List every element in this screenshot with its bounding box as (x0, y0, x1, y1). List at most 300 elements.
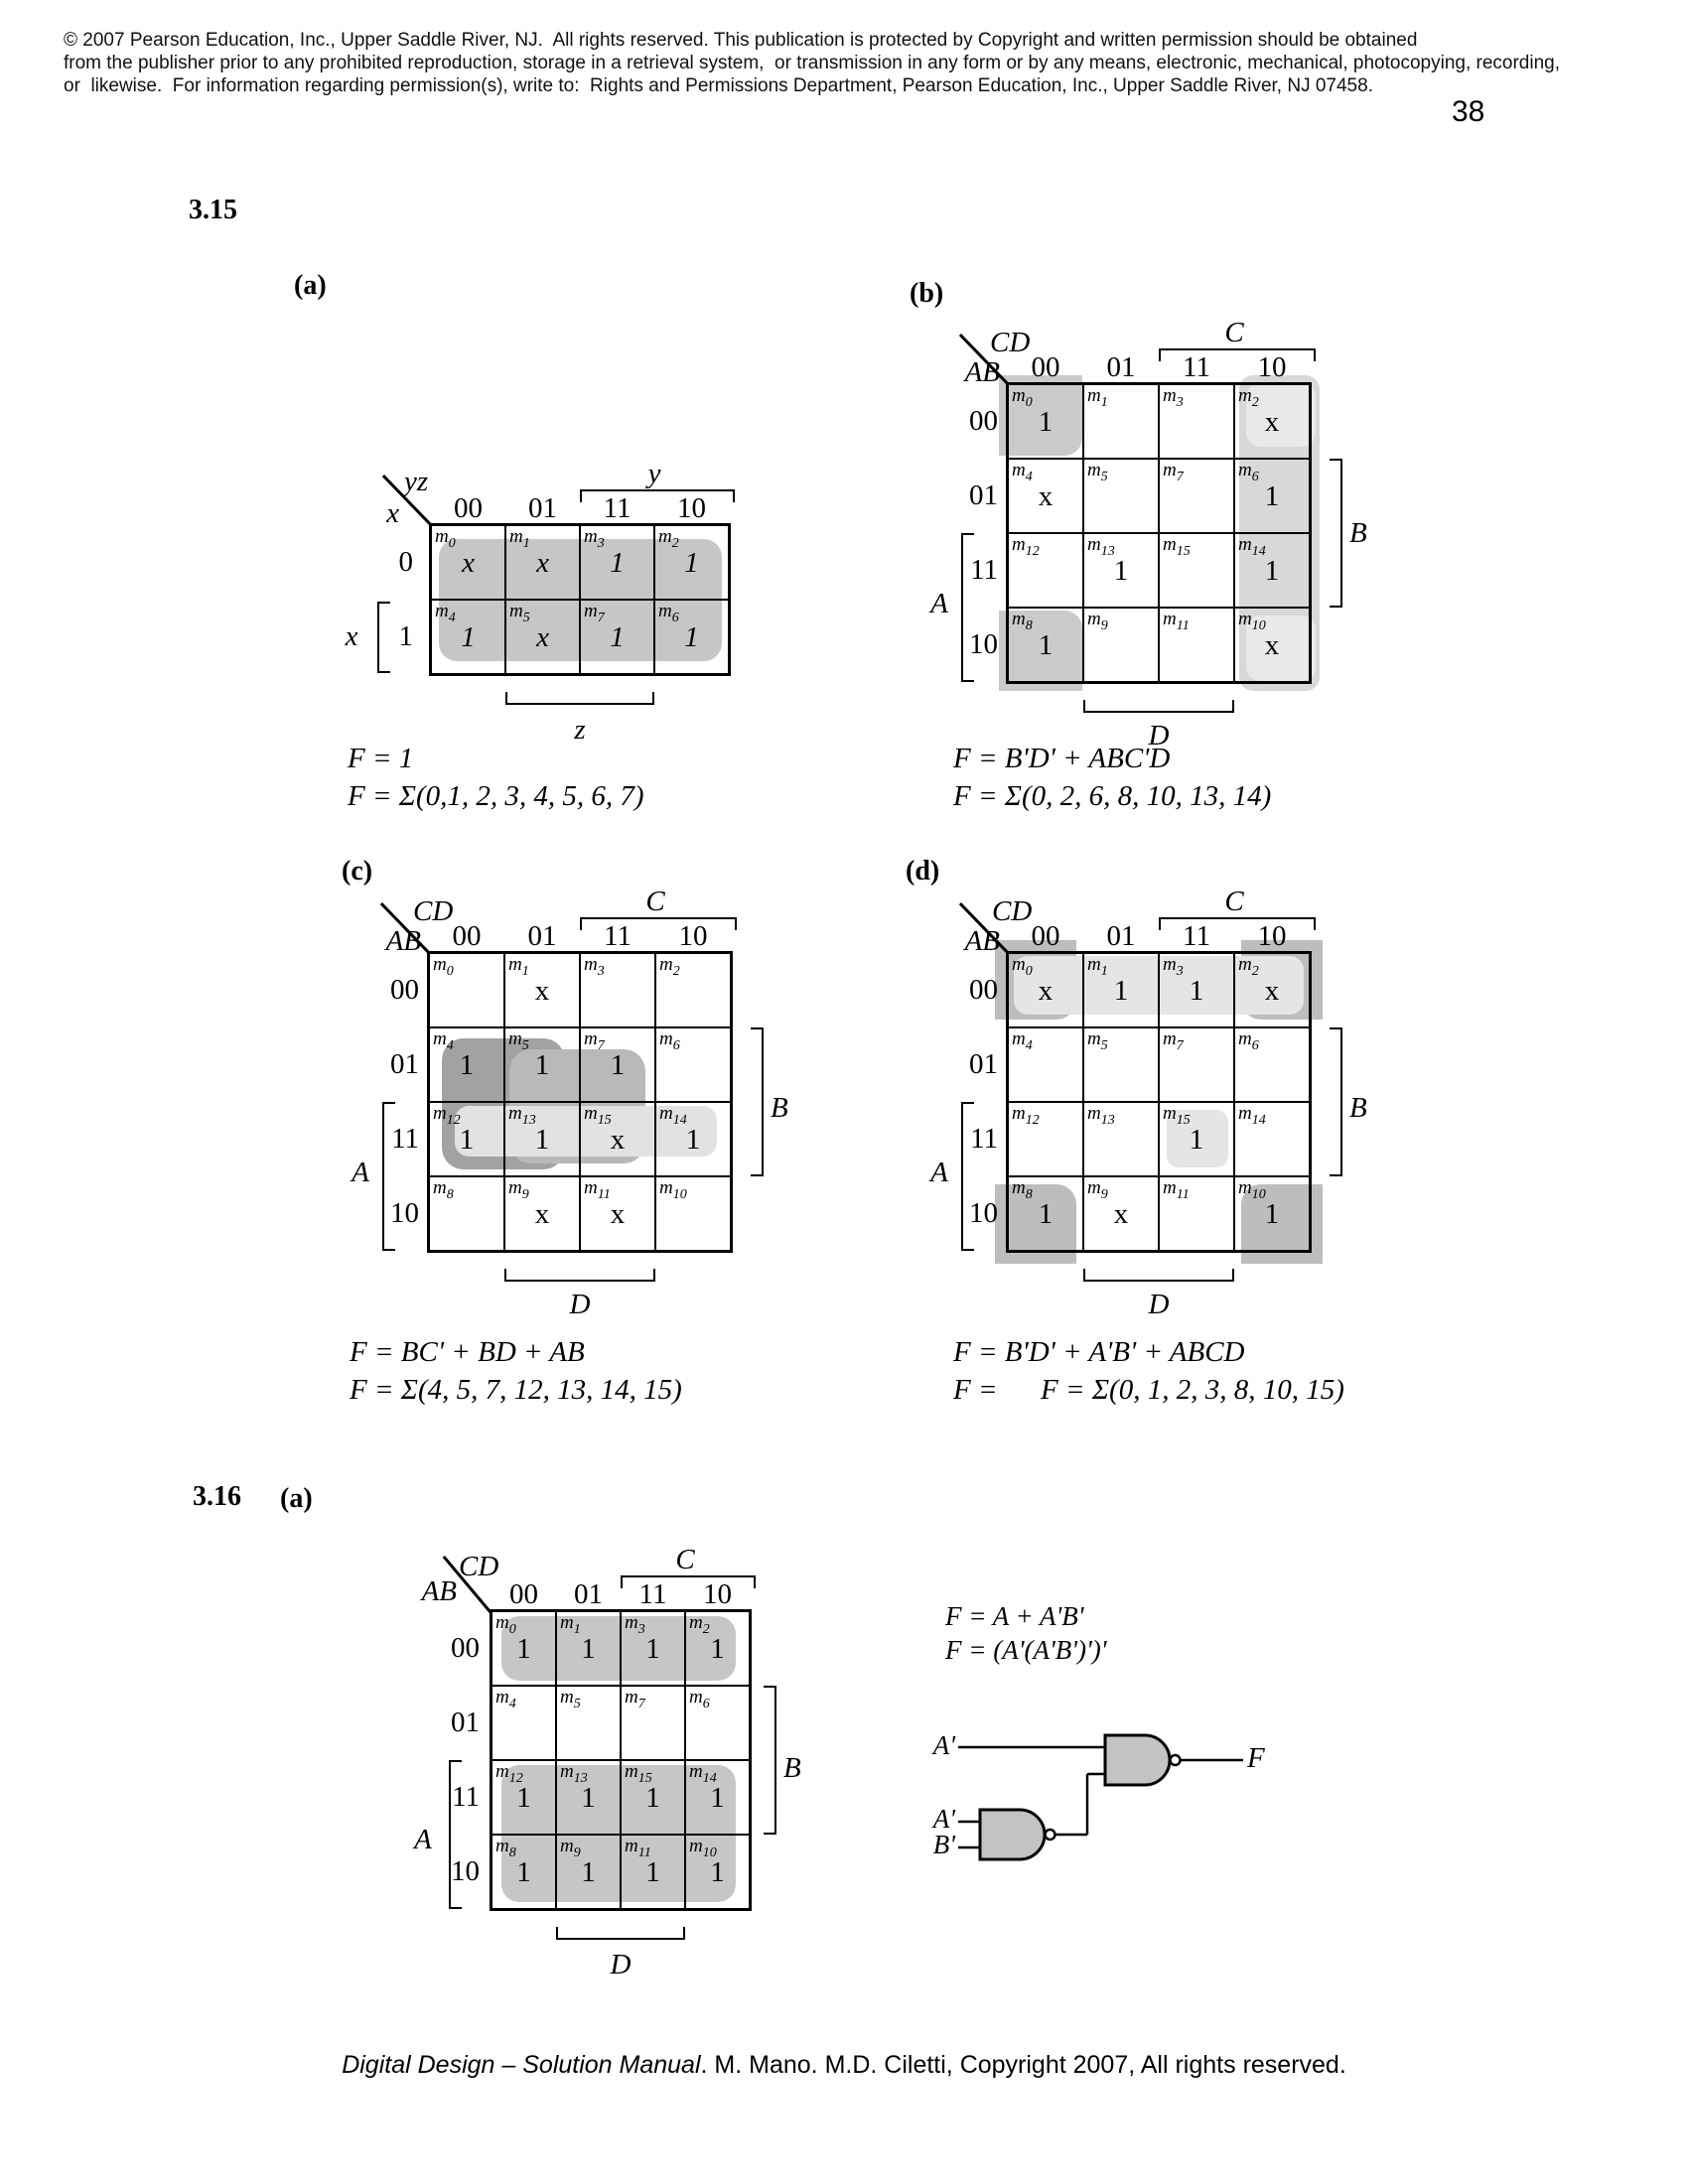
minterm-index: 0 (1025, 395, 1033, 410)
minterm-index: 6 (671, 611, 679, 625)
minterm-index: 13 (1100, 1113, 1115, 1128)
col-header: 11 (638, 1578, 667, 1610)
minterm-index: 11 (637, 1845, 651, 1860)
minterm-index: 1 (521, 964, 529, 979)
minterm-symbol: m (1238, 609, 1252, 629)
kmap-315d-value-m15: 1 (1189, 1124, 1204, 1156)
kmap-316a-cell-m7 (621, 1686, 685, 1760)
inverter-bubble-bottom (1046, 1830, 1055, 1840)
row-header: 10 (451, 1854, 480, 1887)
kmap-315d-value-m2: x (1264, 975, 1280, 1007)
row-header: 10 (969, 1196, 998, 1229)
minterm-index: 4 (508, 1697, 516, 1711)
minterm-label (1087, 1028, 1108, 1054)
bracket-label-bottom: D (610, 1949, 632, 1980)
kmap-315b-value-m13: 1 (1113, 555, 1129, 587)
axis-label-top: CD (992, 895, 1033, 927)
minterm-label (495, 1687, 516, 1712)
minterm-index: 5 (573, 1697, 581, 1711)
minterm-symbol: m (689, 1761, 703, 1782)
bracket-label-right: B (783, 1752, 801, 1784)
bracket-label-right: B (1349, 517, 1367, 549)
minterm-index: 5 (1100, 470, 1108, 484)
kmap-315c-value-m15: x (610, 1124, 626, 1156)
minterm-index: 12 (1025, 544, 1040, 559)
kmap-315b-cell-m10 (1234, 608, 1310, 682)
row-header: 11 (391, 1122, 419, 1155)
kmap-315b-value-m14: 1 (1264, 555, 1280, 587)
minterm-symbol: m (625, 1761, 638, 1782)
part-label-316a: (a) (280, 1483, 313, 1514)
bracket-bottom (1083, 1269, 1234, 1282)
kmap-315b-value-m0: 1 (1038, 406, 1054, 438)
row-header: 0 (398, 545, 413, 578)
minterm-label (625, 1687, 645, 1712)
minterm-symbol: m (1087, 1177, 1101, 1198)
kmap-315c-cell-m1 (504, 953, 580, 1027)
kmap-316a-cell-m2 (685, 1611, 750, 1686)
bracket-label-left: A (414, 1824, 432, 1855)
minterm-index: 13 (521, 1113, 536, 1128)
minterm-symbol: m (1238, 1028, 1252, 1049)
bracket-bottom (505, 692, 654, 705)
kmap-315c-cell-m0 (429, 953, 504, 1027)
minterm-label (433, 954, 454, 980)
row-header: 10 (969, 627, 998, 660)
row-header: 00 (969, 973, 998, 1006)
minterm-index: 6 (702, 1697, 710, 1711)
bracket-bottom (504, 1269, 655, 1282)
kmap-315d-cell-m9 (1083, 1176, 1159, 1251)
gate-input-label-top: A' (932, 1730, 955, 1760)
col-header: 11 (603, 492, 632, 524)
bracket-top (580, 917, 737, 930)
bracket-right (1330, 459, 1342, 608)
kmap-316a-cell-m1 (556, 1611, 621, 1686)
minterm-index: 2 (672, 964, 680, 979)
minterm-symbol: m (495, 1612, 509, 1633)
kmap-315c-cell-m2 (655, 953, 731, 1027)
minterm-symbol: m (1012, 609, 1026, 629)
footer (0, 2051, 1688, 2080)
kmap-315a-cell-m1 (505, 525, 580, 600)
minterm-label (1163, 1028, 1184, 1054)
row-header: 00 (451, 1631, 480, 1664)
minterm-symbol: m (1012, 460, 1026, 480)
minterm-symbol: m (1163, 1028, 1177, 1049)
minterm-symbol: m (495, 1761, 509, 1782)
minterm-index: 14 (672, 1113, 687, 1128)
kmap-316a-value-m2: 1 (710, 1633, 725, 1665)
bracket-left (961, 533, 974, 682)
minterm-symbol: m (508, 954, 522, 975)
kmap-315c-cell-m12 (429, 1102, 504, 1176)
minterm-index: 8 (508, 1845, 516, 1860)
bracket-left (377, 602, 390, 673)
minterm-index: 10 (702, 1845, 717, 1860)
kmap-315c-cell-m6 (655, 1027, 731, 1102)
minterm-index: 14 (1251, 544, 1266, 559)
kmap-316a-value-m10: 1 (710, 1856, 725, 1888)
minterm-symbol: m (1163, 460, 1177, 480)
minterm-symbol: m (508, 1028, 522, 1049)
kmap-315d-cell-m4 (1008, 1027, 1083, 1102)
kmap-315a-cell-m5 (505, 600, 580, 674)
minterm-symbol: m (625, 1687, 638, 1707)
kmap-315c-cell-m15 (580, 1102, 655, 1176)
minterm-index: 15 (1176, 544, 1191, 559)
minterm-label (1087, 609, 1108, 634)
minterm-index: 1 (1100, 395, 1108, 410)
minterm-symbol: m (1087, 954, 1101, 975)
minterm-index: 6 (1251, 470, 1259, 484)
inverter-bubble-top (1171, 1755, 1181, 1765)
kmap-315c-cell-m4 (429, 1027, 504, 1102)
axis-label-side: AB (421, 1575, 457, 1607)
minterm-index: 7 (1176, 1038, 1184, 1053)
kmap-316a-value-m3: 1 (645, 1633, 660, 1665)
kmap-315c-cell-m9 (504, 1176, 580, 1251)
kmap-316a-cell-m10 (685, 1835, 750, 1909)
minterm-index: 5 (522, 611, 530, 625)
minterm-label (1163, 460, 1184, 485)
minterm-symbol: m (1087, 609, 1101, 629)
kmap-315c-cell-m13 (504, 1102, 580, 1176)
col-header: 01 (1106, 920, 1136, 952)
bracket-label-bottom: z (574, 714, 586, 746)
bracket-label-right: B (1349, 1092, 1367, 1124)
bracket-left (449, 1760, 462, 1909)
minterm-symbol: m (1163, 954, 1177, 975)
bracket-label-top: C (645, 886, 665, 917)
axis-label-top: CD (990, 327, 1031, 358)
kmap-315d-cell-m12 (1008, 1102, 1083, 1176)
kmap-315d-cell-m11 (1159, 1176, 1234, 1251)
part-label-315d: (d) (906, 856, 940, 887)
part-label-315c: (c) (342, 856, 373, 887)
minterm-index: 10 (1251, 618, 1266, 633)
minterm-label (689, 1687, 710, 1712)
kmap-315b-cell-m13 (1083, 533, 1159, 608)
bracket-label-bottom: D (1148, 720, 1170, 751)
minterm-index: 7 (637, 1697, 645, 1711)
minterm-index: 15 (637, 1771, 652, 1786)
minterm-index: 9 (1100, 1187, 1108, 1202)
minterm-index: 12 (1025, 1113, 1040, 1128)
kmap-316a-value-m14: 1 (710, 1782, 725, 1814)
minterm-index: 5 (1100, 1038, 1108, 1053)
minterm-index: 13 (573, 1771, 588, 1786)
kmap-315c-cell-m7 (580, 1027, 655, 1102)
minterm-symbol: m (508, 1103, 522, 1124)
bracket-top (580, 489, 735, 502)
kmap-316a-value-m0: 1 (516, 1633, 531, 1665)
col-header: 01 (527, 920, 557, 952)
minterm-index: 15 (597, 1113, 612, 1128)
minterm-symbol: m (584, 1177, 598, 1198)
row-header: 11 (970, 1122, 998, 1155)
minterm-symbol: m (584, 954, 598, 975)
minterm-symbol: m (1012, 1028, 1026, 1049)
kmap-315d-cell-m2 (1234, 953, 1310, 1027)
kmap-316a-cell-m13 (556, 1760, 621, 1835)
bracket-label-top: C (675, 1544, 695, 1575)
minterm-index: 13 (1100, 544, 1115, 559)
minterm-symbol: m (509, 601, 523, 621)
bracket-right (1330, 1027, 1342, 1176)
gate-input-label-a: A' (932, 1804, 955, 1834)
kmap-315a-value-m7: 1 (610, 621, 625, 653)
row-header: 11 (970, 553, 998, 586)
minterm-symbol: m (584, 601, 598, 621)
minterm-index: 2 (702, 1622, 710, 1637)
minterm-label (1163, 1177, 1190, 1203)
row-header: 01 (451, 1706, 480, 1738)
kmap-315a-cell-m3 (580, 525, 654, 600)
col-header: 00 (509, 1578, 538, 1610)
kmap-315d-value-m10: 1 (1264, 1198, 1280, 1230)
minterm-index: 8 (1025, 1187, 1033, 1202)
minterm-index: 1 (1100, 964, 1108, 979)
minterm-symbol: m (625, 1612, 638, 1633)
kmap-315a-cell-m6 (654, 600, 729, 674)
minterm-index: 0 (508, 1622, 516, 1637)
formula-315a-line1: F = 1 (348, 743, 414, 774)
kmap-316a-cell-m8 (492, 1835, 556, 1909)
minterm-symbol: m (560, 1687, 574, 1707)
minterm-symbol: m (658, 526, 672, 547)
kmap-316a-value-m13: 1 (581, 1782, 596, 1814)
minterm-symbol: m (1087, 460, 1101, 480)
kmap-316a-cell-m0 (492, 1611, 556, 1686)
minterm-symbol: m (1163, 385, 1177, 406)
minterm-index: 6 (672, 1038, 680, 1053)
row-header: 01 (969, 1047, 998, 1080)
minterm-symbol: m (1163, 1103, 1177, 1124)
kmap-315a-value-m6: 1 (684, 621, 699, 653)
kmap-315b-cell-m4 (1008, 459, 1083, 533)
minterm-index: 2 (1251, 964, 1259, 979)
kmap-315d-cell-m15 (1159, 1102, 1234, 1176)
minterm-index: 7 (1176, 470, 1184, 484)
minterm-symbol: m (689, 1612, 703, 1633)
formula-315d-line1: F = B'D' + A'B' + ABCD (953, 1336, 1245, 1368)
kmap-315c-cell-m3 (580, 953, 655, 1027)
minterm-index: 6 (1251, 1038, 1259, 1053)
minterm-index: 12 (446, 1113, 461, 1128)
col-header: 11 (604, 920, 632, 952)
minterm-symbol: m (1163, 609, 1177, 629)
minterm-label (1012, 1028, 1033, 1054)
kmap-315d-value-m9: x (1113, 1198, 1129, 1230)
kmap-315b-cell-m2 (1234, 384, 1310, 459)
kmap-315c-cell-m11 (580, 1176, 655, 1251)
kmap-315a-value-m4: 1 (461, 621, 476, 653)
kmap-315d-cell-m10 (1234, 1176, 1310, 1251)
problem-number-316: 3.16 (193, 1481, 241, 1512)
minterm-symbol: m (1012, 385, 1026, 406)
minterm-label (1012, 1103, 1040, 1129)
kmap-315b-cell-m8 (1008, 608, 1083, 682)
minterm-index: 11 (1176, 618, 1190, 633)
copyright-line-1: © 2007 Pearson Education, Inc., Upper Saddle River, NJ. All rights reserved. This publication is protected by Copyright and written permission should be obtained (64, 30, 1418, 51)
minterm-index: 9 (1100, 618, 1108, 633)
kmap-315c-value-m12: 1 (459, 1124, 475, 1156)
minterm-index: 4 (448, 611, 456, 625)
kmap-316a-cell-m14 (685, 1760, 750, 1835)
bracket-top (621, 1575, 756, 1588)
axis-label-side: AB (964, 925, 1000, 957)
bracket-left (961, 1102, 974, 1251)
minterm-symbol: m (659, 1177, 673, 1198)
kmap-315c-cell-m10 (655, 1176, 731, 1251)
kmap-316a-cell-m3 (621, 1611, 685, 1686)
minterm-index: 14 (1251, 1113, 1266, 1128)
kmap-316a-value-m11: 1 (645, 1856, 660, 1888)
minterm-symbol: m (509, 526, 523, 547)
minterm-symbol: m (1238, 460, 1252, 480)
bracket-bottom (556, 1927, 685, 1940)
kmap-315d-cell-m8 (1008, 1176, 1083, 1251)
kmap-315c-value-m5: 1 (534, 1049, 550, 1081)
kmap-316a-value-m12: 1 (516, 1782, 531, 1814)
nand-gate-icon-bottom (980, 1810, 1045, 1859)
footer-title: Digital Design – Solution Manual (342, 2051, 701, 2079)
minterm-symbol: m (433, 1028, 447, 1049)
minterm-symbol: m (1012, 534, 1026, 555)
bracket-label-bottom: D (569, 1289, 591, 1320)
kmap-316a-value-m15: 1 (645, 1782, 660, 1814)
kmap-315c-value-m4: 1 (459, 1049, 475, 1081)
minterm-index: 2 (1251, 395, 1259, 410)
minterm-index: 4 (1025, 470, 1033, 484)
kmap-315c-value-m13: 1 (534, 1124, 550, 1156)
bracket-label-top: C (1224, 886, 1244, 917)
minterm-label (659, 1028, 680, 1054)
kmap-315a-value-m3: 1 (610, 547, 625, 579)
formula-315d-line2: F = F = Σ(0, 1, 2, 3, 8, 10, 15) (953, 1374, 1344, 1406)
axis-label-side: AB (385, 925, 421, 957)
minterm-symbol: m (1163, 1177, 1177, 1198)
kmap-315d-value-m1: 1 (1113, 975, 1129, 1007)
bracket-top (1159, 348, 1316, 361)
minterm-symbol: m (1012, 954, 1026, 975)
row-header: 00 (390, 973, 419, 1006)
minterm-symbol: m (433, 1103, 447, 1124)
gate-input-label-b: B' (932, 1830, 955, 1859)
minterm-index: 11 (1176, 1187, 1190, 1202)
minterm-symbol: m (435, 601, 449, 621)
problem-number-315: 3.15 (189, 195, 237, 225)
row-header: 01 (390, 1047, 419, 1080)
nand-gate-icon-top (1105, 1735, 1170, 1785)
kmap-316a-cell-m15 (621, 1760, 685, 1835)
kmap-315b-cell-m3 (1159, 384, 1234, 459)
minterm-label (433, 1177, 454, 1203)
kmap-315c-value-m14: 1 (685, 1124, 701, 1156)
kmap-315c-value-m7: 1 (610, 1049, 626, 1081)
minterm-symbol: m (1238, 954, 1252, 975)
minterm-index: 1 (522, 536, 530, 551)
row-header: 11 (452, 1780, 480, 1813)
copyright-line-2: from the publisher prior to any prohibited reproduction, storage in a retrieval system, or transmission in any form or by any means, electronic, mechanical, photocopying, recording, (64, 53, 1561, 73)
kmap-315c-value-m1: x (534, 975, 550, 1007)
minterm-symbol: m (508, 1177, 522, 1198)
kmap-315d-cell-m0 (1008, 953, 1083, 1027)
axis-label-top: yz (404, 466, 429, 497)
kmap-315b-cell-m15 (1159, 533, 1234, 608)
minterm-index: 3 (1176, 395, 1184, 410)
bracket-label-left: A (352, 1157, 369, 1188)
bracket-label-left: A (930, 1157, 948, 1188)
col-header: 00 (1031, 920, 1060, 952)
minterm-label (1163, 534, 1191, 560)
kmap-316a-cell-m4 (492, 1686, 556, 1760)
minterm-symbol: m (658, 601, 672, 621)
kmap-315d-cell-m7 (1159, 1027, 1234, 1102)
row-header: 10 (390, 1196, 419, 1229)
minterm-index: 3 (597, 536, 605, 551)
minterm-label (1163, 385, 1184, 411)
minterm-label (1087, 385, 1108, 411)
col-header: 01 (1106, 351, 1136, 383)
kmap-315d-cell-m1 (1083, 953, 1159, 1027)
kmap-315a-cell-m2 (654, 525, 729, 600)
row-header: 1 (398, 619, 413, 652)
kmap-315b-value-m4: x (1038, 480, 1054, 512)
minterm-index: 3 (1176, 964, 1184, 979)
minterm-symbol: m (1238, 385, 1252, 406)
kmap-315d-cell-m3 (1159, 953, 1234, 1027)
col-header: 10 (703, 1578, 732, 1610)
formula-316a-line2: F = (A'(A'B')')' (945, 1635, 1107, 1665)
minterm-index: 1 (573, 1622, 581, 1637)
kmap-315d-cell-m13 (1083, 1102, 1159, 1176)
kmap-315a-cell-m0 (431, 525, 505, 600)
kmap-315b-cell-m6 (1234, 459, 1310, 533)
kmap-315d-cell-m14 (1234, 1102, 1310, 1176)
minterm-symbol: m (560, 1612, 574, 1633)
bracket-label-left: x (345, 620, 358, 652)
part-label-315a: (a) (294, 270, 327, 301)
kmap-315b-cell-m11 (1159, 608, 1234, 682)
row-header: 01 (969, 478, 998, 511)
minterm-symbol: m (659, 1103, 673, 1124)
kmap-315a-value-m0: x (462, 547, 475, 579)
kmap-316a-cell-m6 (685, 1686, 750, 1760)
axis-label-top: CD (413, 895, 454, 927)
axis-label-side: x (386, 497, 399, 529)
col-header: 10 (678, 920, 708, 952)
minterm-symbol: m (689, 1687, 703, 1707)
part-label-315b: (b) (910, 278, 944, 309)
minterm-index: 4 (446, 1038, 454, 1053)
kmap-315b-value-m8: 1 (1038, 629, 1054, 661)
minterm-index: 7 (597, 1038, 605, 1053)
minterm-symbol: m (495, 1836, 509, 1856)
col-header: 00 (452, 920, 482, 952)
minterm-symbol: m (659, 954, 673, 975)
bracket-left (382, 1102, 395, 1251)
kmap-315b-value-m2: x (1264, 406, 1280, 438)
minterm-symbol: m (1238, 534, 1252, 555)
footer-rest: . M. Mano. M.D. Ciletti, Copyright 2007, All rights reserved. (700, 2051, 1346, 2079)
kmap-316a-value-m1: 1 (581, 1633, 596, 1665)
minterm-symbol: m (1238, 1103, 1252, 1124)
minterm-index: 9 (573, 1845, 581, 1860)
kmap-315b-cell-m1 (1083, 384, 1159, 459)
minterm-symbol: m (560, 1836, 574, 1856)
